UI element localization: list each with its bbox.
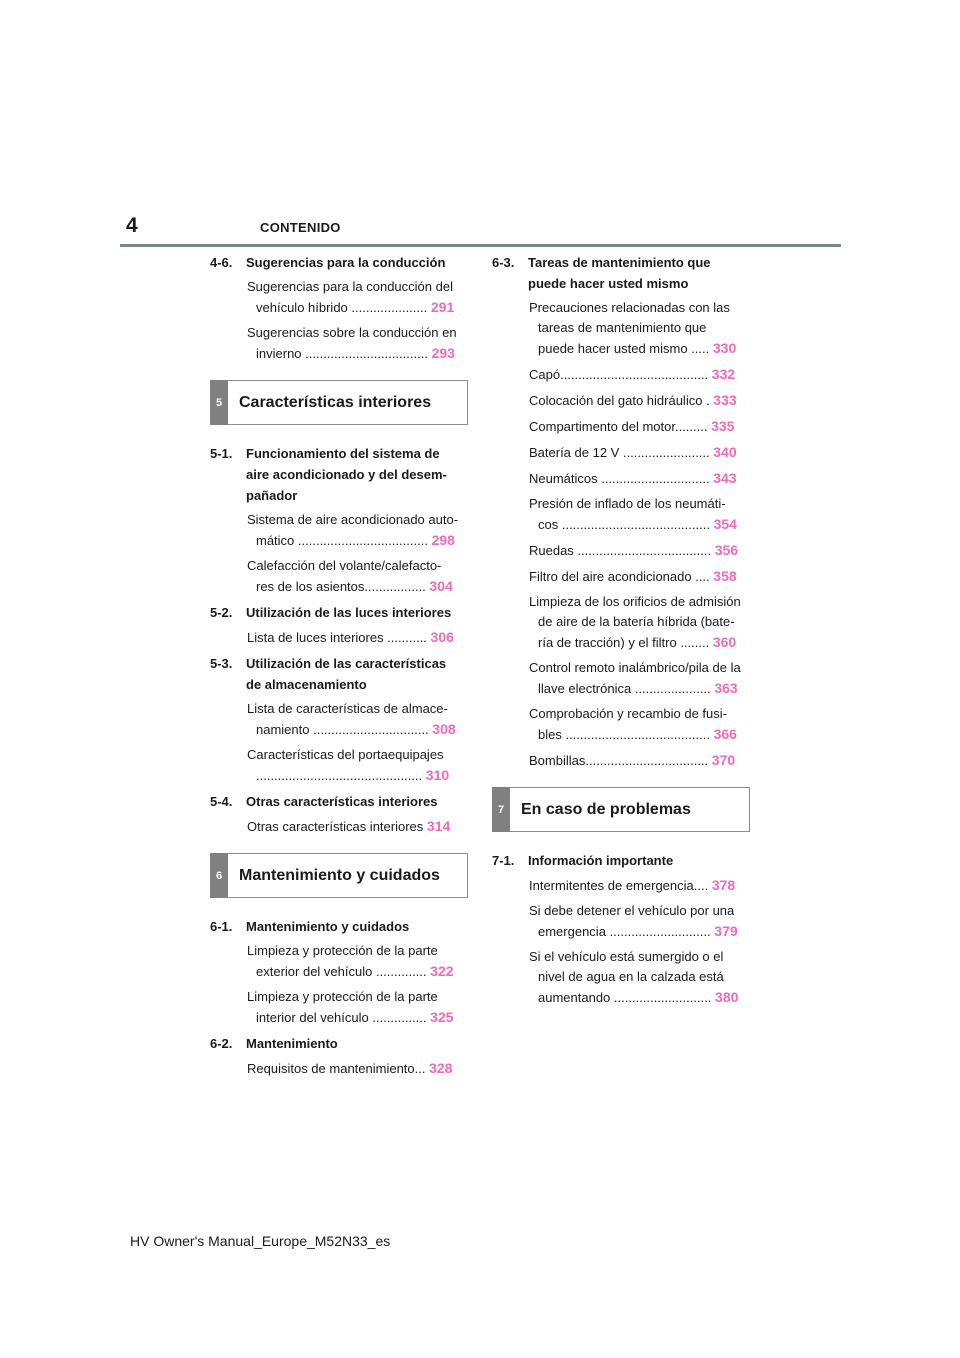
section-title: Otras características interiores — [246, 794, 438, 809]
page-link[interactable]: 354 — [713, 516, 737, 532]
page-link[interactable]: 330 — [712, 340, 737, 356]
toc-entry[interactable]: Control remoto inalámbrico/pila de la llave electrónica ..................... 363 — [529, 660, 741, 696]
toc-entry[interactable]: Batería de 12 V ........................ 340 — [529, 444, 737, 460]
toc-entry[interactable]: Limpieza y protección de la parte interior del vehículo ............... 325 — [247, 989, 454, 1025]
toc-entry[interactable]: Requisitos de mantenimiento... 328 — [247, 1060, 453, 1076]
chapter-box-7[interactable] — [492, 787, 750, 832]
page-number: 4 — [126, 214, 138, 237]
section-number: 5-2. — [210, 605, 233, 620]
chapter-title: Características interiores — [239, 394, 432, 411]
page-link[interactable]: 325 — [430, 1009, 454, 1025]
chapter-title: Mantenimiento y cuidados — [239, 867, 440, 884]
toc-entry[interactable]: Capó......................................... 332 — [529, 366, 736, 382]
section-number: 7-1. — [492, 853, 515, 868]
toc-entry[interactable]: Ruedas ..................................... 356 — [529, 542, 739, 558]
section-5-1: 5-1. Funcionamiento del sistema de aire acondicionado y del desem- pañador — [210, 443, 470, 506]
page-link[interactable]: 291 — [430, 299, 455, 315]
page-link[interactable]: 332 — [711, 366, 736, 382]
page-link[interactable]: 356 — [714, 542, 739, 558]
toc-entry[interactable]: Filtro del aire acondicionado .... 358 — [529, 568, 737, 584]
chapter-tab: 5 — [210, 380, 228, 425]
header-title: CONTENIDO — [260, 220, 341, 235]
toc-entry[interactable]: Lista de luces interiores ........... 306 — [247, 629, 454, 645]
page-link[interactable]: 343 — [713, 470, 737, 486]
section-5-3: 5-3. Utilización de las características de almacenamiento — [210, 653, 470, 695]
section-title: Sugerencias para la conducción — [246, 255, 446, 270]
page-link[interactable]: 360 — [712, 634, 737, 650]
page-link[interactable]: 363 — [714, 680, 738, 696]
section-6-2 — [210, 1033, 470, 1054]
toc-entry[interactable]: Comprobación y recambio de fusi- bles ........................................ 366 — [529, 706, 737, 742]
section-6-1 — [210, 916, 470, 937]
toc-entry[interactable]: Otras características interiores 314 — [247, 818, 451, 834]
chapter-box-5[interactable] — [210, 380, 468, 425]
section-number: 6-1. — [210, 919, 233, 934]
toc-entry[interactable]: Sistema de aire acondicionado auto- mático .................................... 298 — [247, 512, 459, 548]
page-link[interactable]: 310 — [425, 767, 450, 783]
section-number: 6-2. — [210, 1036, 233, 1051]
page-link[interactable]: 340 — [713, 444, 737, 460]
chapter-title: En caso de problemas — [521, 801, 691, 818]
section-4-6 — [210, 252, 470, 273]
toc-entry[interactable]: Colocación del gato hidráulico . 333 — [529, 392, 737, 408]
page-link[interactable]: 304 — [429, 578, 453, 594]
section-number: 4-6. — [210, 255, 233, 270]
page-link[interactable]: 314 — [426, 818, 451, 834]
page-link[interactable]: 358 — [713, 568, 737, 584]
toc-entry[interactable]: Calefacción del volante/calefacto- res de los asientos................. 304 — [247, 558, 453, 594]
section-number: 5-4. — [210, 794, 233, 809]
right-column — [492, 252, 752, 1013]
section-number: 5-1. — [210, 446, 233, 461]
toc-entry[interactable]: Limpieza y protección de la parte exterior del vehículo .............. 322 — [247, 943, 454, 979]
section-title: Utilización de las luces interiores — [246, 605, 452, 620]
toc-entry[interactable]: Neumáticos .............................. 343 — [529, 470, 737, 486]
toc-entry[interactable]: Intermitentes de emergencia.... 378 — [529, 877, 736, 893]
toc-entry[interactable]: Bombillas.................................. 370 — [529, 752, 736, 768]
chapter-tab: 7 — [492, 787, 510, 832]
toc-entry[interactable]: Si el vehículo está sumergido o el nivel de agua en la calzada está aumentando ........................... 380 — [529, 949, 739, 1005]
section-number: 6-3. — [492, 255, 515, 270]
section-5-2 — [210, 602, 470, 623]
section-title: Mantenimiento y cuidados — [246, 919, 410, 934]
footer-text: HV Owner's Manual_Europe_M52N33_es — [130, 1233, 391, 1249]
page-link[interactable]: 370 — [711, 752, 736, 768]
page-link[interactable]: 366 — [713, 726, 737, 742]
toc-entry[interactable]: Lista de características de almace- namiento ................................ 308 — [247, 701, 456, 737]
page-link[interactable]: 335 — [711, 418, 735, 434]
section-7-1 — [492, 850, 752, 871]
toc-entry[interactable]: Presión de inflado de los neumáti- cos ......................................... 354 — [529, 496, 737, 532]
toc-entry[interactable]: Precauciones relacionadas con las tareas de mantenimiento que puede hacer usted mismo ..... 330 — [529, 300, 737, 356]
chapter-tab: 6 — [210, 853, 228, 898]
section-title: Mantenimiento — [246, 1036, 338, 1051]
page-link[interactable]: 378 — [711, 877, 736, 893]
toc-entry[interactable]: Sugerencias sobre la conducción en invierno .................................. 293 — [247, 325, 457, 361]
page-link[interactable]: 306 — [430, 629, 454, 645]
page-link[interactable]: 293 — [431, 345, 455, 361]
section-6-3: 6-3. Tareas de mantenimiento que puede hacer usted mismo — [492, 252, 752, 294]
page-link[interactable]: 322 — [430, 963, 454, 979]
toc-entry[interactable]: Características del portaequipajes .............................................. 310 — [247, 747, 450, 783]
toc-entry[interactable]: Sugerencias para la conducción del vehículo híbrido ..................... 291 — [247, 279, 455, 315]
section-number: 5-3. — [210, 656, 233, 671]
page-link[interactable]: 308 — [432, 721, 456, 737]
header-divider — [120, 244, 841, 247]
toc-entry[interactable]: Si debe detener el vehículo por una emergencia ............................ 379 — [529, 903, 738, 939]
toc-entry[interactable]: Limpieza de los orificios de admisión de aire de la batería híbrida (bate- ría de tracción) y el filtro ........ 360 — [529, 594, 741, 650]
page-link[interactable]: 379 — [714, 923, 738, 939]
section-5-4 — [210, 791, 470, 812]
section-title: Información importante — [528, 853, 674, 868]
page-link[interactable]: 380 — [715, 989, 739, 1005]
page-link[interactable]: 333 — [713, 392, 737, 408]
page-link[interactable]: 298 — [431, 532, 455, 548]
page-link[interactable]: 328 — [429, 1060, 453, 1076]
left-column — [210, 252, 470, 1084]
chapter-box-6[interactable] — [210, 853, 468, 898]
toc-entry[interactable]: Compartimento del motor......... 335 — [529, 418, 735, 434]
